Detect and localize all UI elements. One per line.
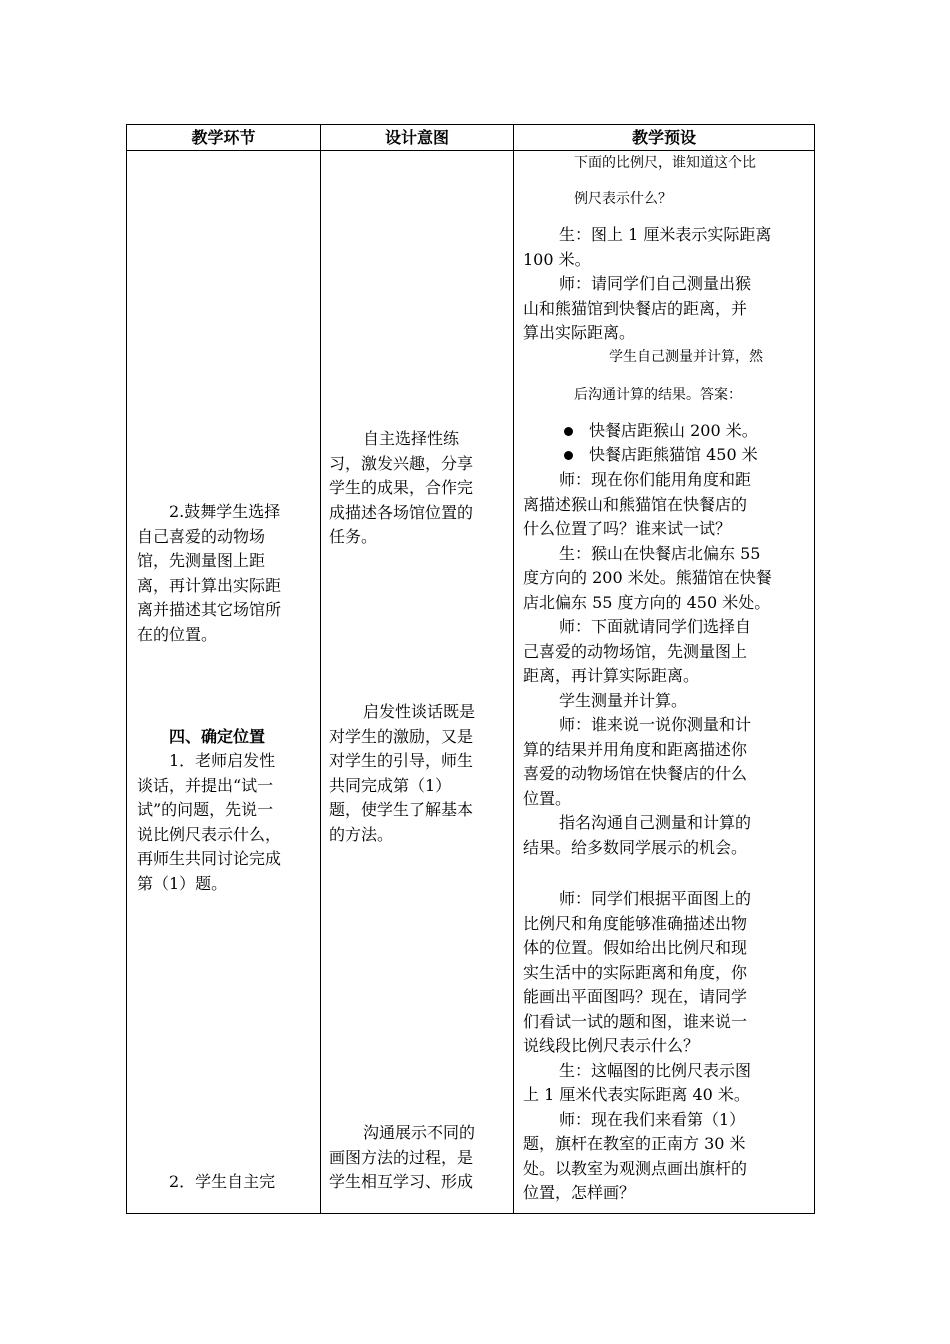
plan-text-line: 师：现在我们来看第（1）: [559, 1109, 746, 1129]
plan-text-line: 己喜爱的动物场馆，先测量图上: [523, 641, 748, 661]
plan-small-text: 后沟通计算的结果。答案：: [574, 387, 742, 403]
stage-text-line: 馆，先测量图上距: [137, 551, 266, 570]
stage-text-line: 2.鼓舞学生选择: [169, 502, 281, 521]
stage-text-line: 2．学生自主完: [169, 1172, 276, 1191]
plan-text-line: 位置。: [523, 788, 572, 808]
bullet-item: 快餐店距猴山 200 米。: [589, 421, 758, 440]
stage-text-line: 说比例尺表示什么，: [137, 824, 282, 844]
plan-small-text: 学生自己测量并计算，然: [609, 349, 763, 365]
intent-text-line: 对学生的激励，又是: [329, 726, 474, 746]
stage-text-line: 第（1）题。: [137, 873, 228, 893]
plan-text-line: 位置，怎样画？: [523, 1183, 636, 1202]
intent-text-line: 学生相互学习、形成: [329, 1172, 474, 1191]
intent-text-line: 的方法。: [329, 824, 394, 844]
bullet-item: 快餐店距熊猫馆 450 米: [589, 445, 758, 464]
plan-text-line: 体的位置。假如给出比例尺和现: [523, 938, 748, 957]
plan-text-line: 说线段比例尺表示什么？: [523, 1036, 700, 1055]
stage-text-line: 试”的问题，先说一: [137, 800, 274, 819]
header-teaching-stage: 教学环节: [191, 128, 256, 147]
bullet-icon: [564, 451, 573, 460]
plan-text-line: 实生活中的实际距离和角度，你: [523, 962, 748, 982]
plan-text-line: 学生测量并计算。: [559, 690, 688, 710]
intent-text-line: 共同完成第（1）: [329, 775, 452, 795]
column-divider-1: [320, 125, 321, 1213]
plan-small-text: 下面的比例尺，谁知道这个比: [574, 155, 756, 171]
intent-text-line: 任务。: [329, 527, 378, 546]
lesson-table: [126, 124, 815, 1214]
plan-text-line: 算的结果并用角度和距离描述你: [523, 739, 748, 759]
plan-text-line: 题，旗杆在教室的正南方 30 米: [523, 1134, 746, 1153]
plan-text-line: 能画出平面图吗？现在，请同学: [523, 987, 748, 1006]
bullet-icon: [564, 427, 573, 436]
column-divider-2: [513, 125, 514, 1213]
plan-text-line: 们看试一试的题和图，谁来说一: [523, 1011, 748, 1031]
plan-small-text: 例尺表示什么？: [574, 191, 672, 207]
intent-text-line: 画图方法的过程，是: [329, 1147, 474, 1167]
section-title: 四、确定位置: [169, 727, 266, 746]
intent-text-line: 启发性谈话既是: [363, 702, 476, 721]
plan-text-line: 离描述猴山和熊猫馆在快餐店的: [523, 494, 748, 514]
plan-text-line: 处。以教室为观测点画出旗杆的: [523, 1158, 748, 1178]
intent-text-line: 成描述各场馆位置的: [329, 502, 474, 522]
plan-text-line: 生：猴山在快餐店北偏东 55: [559, 543, 761, 563]
header-teaching-plan: 教学预设: [631, 128, 696, 147]
plan-text-line: 喜爱的动物场馆在快餐店的什么: [523, 764, 748, 783]
plan-text-line: 100 米。: [523, 249, 591, 269]
header-design-intent: 设计意图: [384, 128, 449, 147]
stage-text-line: 离，再计算出实际距: [137, 575, 282, 595]
intent-text-line: 学生的成果，合作完: [329, 478, 474, 497]
stage-text-line: 谈话，并提出“试一: [137, 775, 274, 795]
intent-text-line: 题，使学生了解基本: [329, 800, 474, 819]
plan-text-line: 什么位置了吗？谁来试一试？: [523, 519, 732, 538]
plan-text-line: 比例尺和角度能够准确描述出物: [523, 913, 748, 933]
stage-text-line: 在的位置。: [137, 624, 218, 644]
header-divider: [127, 150, 814, 151]
plan-text-line: 上 1 厘米代表实际距离 40 米。: [523, 1085, 750, 1104]
plan-text-line: 师：谁来说一说你测量和计: [559, 715, 752, 734]
intent-text-line: 习，激发兴趣，分享: [329, 453, 474, 473]
plan-text-line: 度方向的 200 米处。熊猫馆在快餐: [523, 568, 772, 587]
intent-text-line: 对学生的引导，师生: [329, 751, 474, 770]
intent-text-line: 自主选择性练: [363, 429, 460, 448]
plan-text-line: 生：这幅图的比例尺表示图: [559, 1060, 752, 1080]
plan-text-line: 师：下面就请同学们选择自: [559, 617, 752, 636]
plan-text-line: 山和熊猫馆到快餐店的距离，并: [523, 298, 748, 318]
plan-text-line: 结果。给多数同学展示的机会。: [523, 837, 748, 857]
plan-text-line: 师：现在你们能用角度和距: [559, 470, 752, 489]
plan-text-line: 算出实际距离。: [523, 323, 636, 342]
plan-text-line: 师：同学们根据平面图上的: [559, 889, 752, 908]
plan-text-line: 指名沟通自己测量和计算的: [559, 813, 752, 832]
stage-text-line: 自己喜爱的动物场: [137, 526, 266, 546]
intent-text-line: 沟通展示不同的: [363, 1123, 476, 1142]
plan-text-line: 师：请同学们自己测量出猴: [559, 274, 752, 293]
plan-text-line: 店北偏东 55 度方向的 450 米处。: [523, 592, 771, 612]
plan-text-line: 距离，再计算实际距离。: [523, 666, 700, 685]
plan-text-line: 生：图上 1 厘米表示实际距离: [559, 225, 772, 244]
stage-text-line: 再师生共同讨论完成: [137, 849, 282, 868]
stage-text-line: 离并描述其它场馆所: [137, 600, 282, 619]
stage-text-line: 1．老师启发性: [169, 751, 276, 770]
